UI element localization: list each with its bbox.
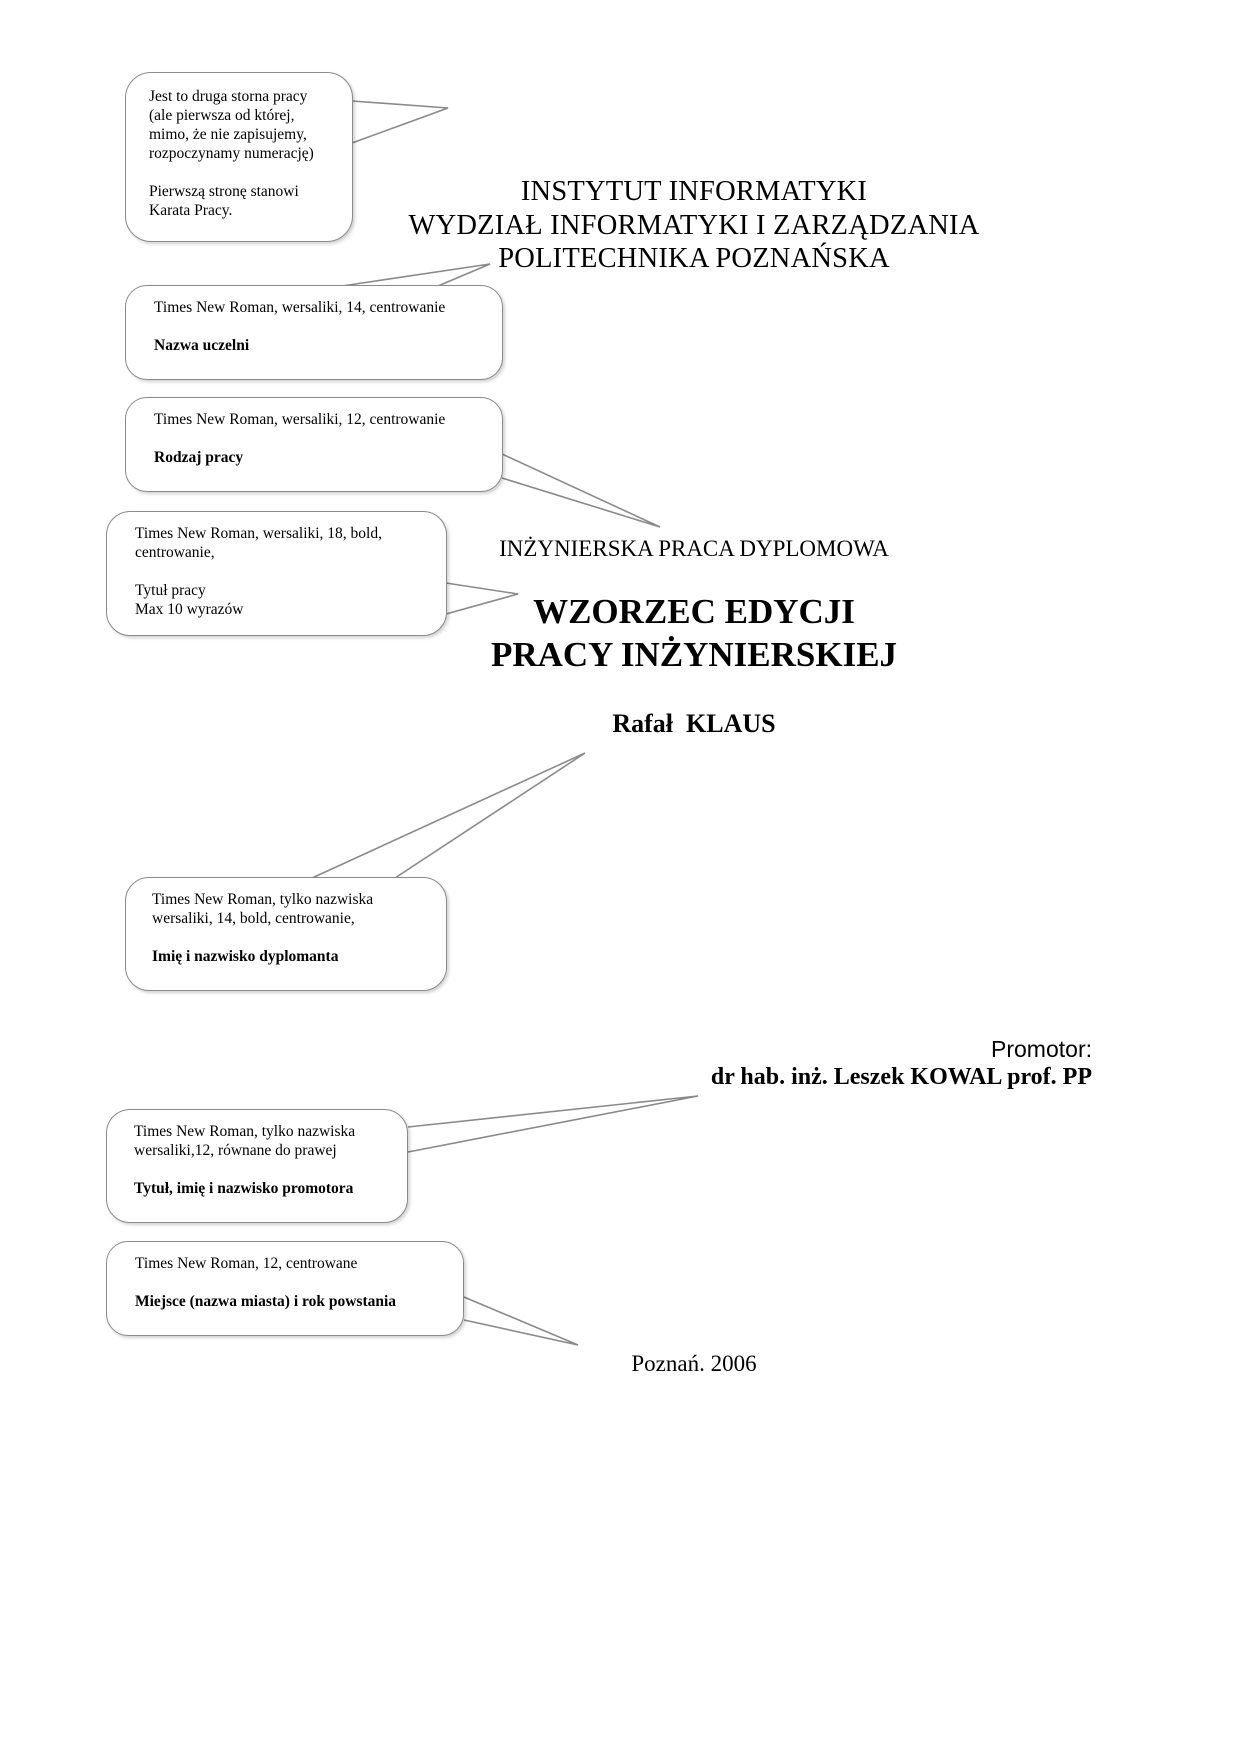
callout-text: (ale pierwsza od której, (149, 107, 295, 124)
callout-place (106, 1241, 464, 1336)
institute-name: INSTYTUT INFORMATYKI (520, 176, 868, 207)
author-pointer (312, 753, 585, 878)
work-type: INŻYNIERSKA PRACA DYPLOMOWA (499, 536, 889, 561)
work-type-pointer (502, 454, 660, 527)
callout-label: Nazwa uczelni (154, 337, 250, 354)
callout-spec: Times New Roman, wersaliki, 18, bold, (135, 525, 382, 542)
place-and-year: Poznań. 2006 (631, 1351, 757, 1376)
university-name-pointer (342, 264, 490, 286)
callout-label: Rodzaj pracy (154, 449, 244, 466)
callout-spec: Times New Roman, wersaliki, 12, centrowanie (154, 411, 446, 428)
callout-label: Imię i nazwisko dyplomanta (152, 948, 339, 965)
thesis-title-line-2: PRACY INŻYNIERSKIEJ (490, 635, 898, 674)
callout-spec: Times New Roman, wersaliki, 14, centrowanie (154, 299, 446, 316)
callout-text: Pierwszą stronę stanowi (149, 183, 299, 200)
supervisor-name: dr hab. inż. Leszek KOWAL prof. PP (710, 1064, 1092, 1090)
place-pointer (464, 1297, 578, 1345)
university-name: POLITECHNIKA POZNAŃSKA (498, 243, 890, 274)
callout-label: Miejsce (nazwa miasta) i rok powstania (135, 1293, 397, 1310)
supervisor-label: Promotor: (991, 1036, 1092, 1062)
callout-spec: centrowanie, (135, 544, 215, 561)
supervisor-pointer (408, 1096, 698, 1152)
callout-spec: wersaliki, 14, bold, centrowanie, (152, 910, 355, 927)
callout-spec: wersaliki,12, równane do prawej (134, 1142, 337, 1159)
callout-page-note (125, 72, 353, 242)
callout-text: rozpoczynamy numerację) (149, 145, 314, 162)
callout-author (125, 877, 447, 991)
callout-text: mimo, że nie zapisujemy, (149, 126, 307, 143)
callout-university-name (125, 285, 503, 380)
callout-work-type (125, 397, 503, 492)
callout-label: Tytuł, imię i nazwisko promotora (134, 1180, 354, 1197)
callout-label: Max 10 wyrazów (135, 601, 244, 618)
callout-spec: Times New Roman, tylko nazwiska (152, 891, 374, 908)
author-name: Rafał KLAUS (612, 709, 776, 738)
callout-text: Karata Pracy. (149, 202, 233, 219)
thesis-title-line-1: WZORZEC EDYCJI (533, 592, 855, 631)
callout-text: Jest to druga storna pracy (149, 88, 308, 105)
page-note-pointer (352, 101, 448, 143)
callout-label: Tytuł pracy (135, 582, 206, 599)
faculty-name: WYDZIAŁ INFORMATYKI I ZARZĄDZANIA (408, 210, 980, 241)
callout-spec: Times New Roman, 12, centrowane (135, 1255, 358, 1272)
callout-title (106, 511, 447, 636)
callout-spec: Times New Roman, tylko nazwiska (134, 1123, 356, 1140)
callout-supervisor (106, 1109, 408, 1223)
